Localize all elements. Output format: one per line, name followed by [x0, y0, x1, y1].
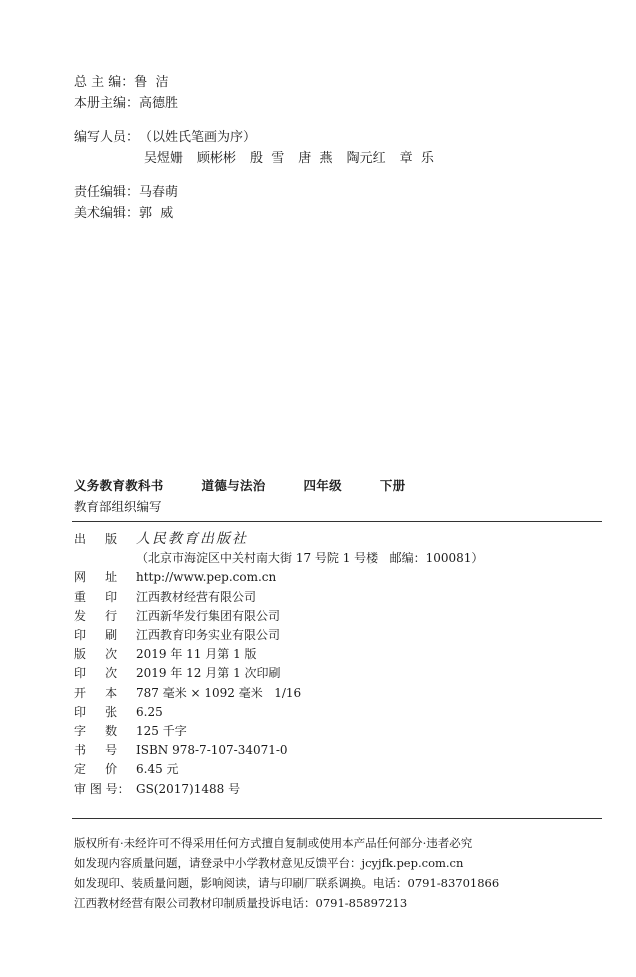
- info-value: 6.25: [136, 704, 163, 719]
- info-row: [74, 645, 483, 664]
- info-value: 2019 年 11 月第 1 版: [136, 647, 257, 662]
- info-key: 印 刷: [74, 628, 118, 643]
- info-key: 版 次: [74, 647, 118, 662]
- book-title: 义务教育教科书 道德与法治 四年级 下册: [74, 478, 406, 493]
- art-editor-name: 郭 威: [139, 206, 174, 221]
- info-key: 定 价: [74, 762, 118, 777]
- info-key: 审 图 号：: [74, 781, 130, 796]
- info-key: 书 号: [74, 743, 118, 758]
- volume-editor-name: 高德胜: [139, 96, 179, 111]
- info-key: 网 址: [74, 570, 118, 585]
- info-value: 6.45 元: [136, 762, 179, 777]
- info-value: 125 千字: [136, 724, 187, 739]
- info-key: 开 本: [74, 685, 118, 700]
- writer-name: 唐 燕: [298, 151, 333, 166]
- info-key: 字 数: [74, 724, 118, 739]
- divider-top: [72, 521, 602, 522]
- footer-notices: [74, 833, 499, 913]
- publisher-row: [74, 530, 483, 549]
- info-value: ISBN 978-7-107-34071-0: [136, 743, 288, 758]
- info-row: [74, 684, 483, 703]
- writers-list: [74, 148, 434, 169]
- publication-info: [74, 530, 483, 799]
- writer-name: 陶元红: [346, 151, 386, 166]
- info-value: GS(2017)1488 号: [136, 781, 241, 796]
- info-row: [74, 760, 483, 779]
- info-value: 787 毫米 × 1092 毫米 1/16: [136, 685, 302, 700]
- info-row: [74, 588, 483, 607]
- info-row: [74, 703, 483, 722]
- credits-block: [74, 72, 434, 224]
- publisher-label: 出 版: [74, 532, 118, 546]
- print-quality-notice: 如发现印、装质量问题，影响阅读，请与印刷厂联系调换。电话：0791-83701866: [74, 876, 500, 890]
- chief-editor-name: 鲁 洁: [134, 75, 169, 90]
- divider-bottom: [72, 818, 602, 819]
- responsible-editor-label: 责任编辑：: [74, 185, 140, 200]
- compiler-line: 教育部组织编写: [74, 499, 162, 514]
- responsible-editor-name: 马春萌: [139, 185, 179, 200]
- responsible-editor-row: [74, 182, 434, 203]
- publisher-logo: 人民教育出版社: [136, 531, 248, 547]
- writer-name: 章 乐: [399, 151, 434, 166]
- info-value: http://www.pep.com.cn: [136, 570, 277, 585]
- publisher-address: （北京市海淀区中关村南大街 17 号院 1 号楼 邮编：100081）: [136, 551, 484, 566]
- volume-editor-row: [74, 93, 434, 114]
- info-row: [74, 780, 483, 799]
- info-key: 重 印: [74, 589, 118, 604]
- info-row: [74, 741, 483, 760]
- chief-editor-row: [74, 72, 434, 93]
- art-editor-row: [74, 203, 434, 224]
- volume-editor-label: 本册主编：: [74, 96, 140, 111]
- art-editor-label: 美术编辑：: [74, 206, 140, 221]
- info-value: 江西教育印务实业有限公司: [136, 628, 281, 643]
- info-key: 发 行: [74, 608, 118, 623]
- writer-name: 殷 雪: [250, 151, 285, 166]
- copyright-notice: 版权所有·未经许可不得采用任何方式擅自复制或使用本产品任何部分·违者必究: [74, 836, 473, 850]
- writer-name: 顾彬彬: [197, 151, 237, 166]
- chief-editor-label: 总 主 编：: [74, 75, 135, 90]
- writers-row: [74, 127, 434, 148]
- info-row: [74, 568, 483, 587]
- info-value: 2019 年 12 月第 1 次印刷: [136, 666, 281, 681]
- writers-note: （以姓氏笔画为序）: [139, 130, 257, 145]
- address-row: [74, 549, 483, 568]
- complaint-phone-notice: 江西教材经营有限公司教材印制质量投诉电话：0791-85897213: [74, 896, 408, 910]
- writers-label: 编写人员：: [74, 130, 140, 145]
- info-key: 印 次: [74, 666, 118, 681]
- info-value: 江西新华发行集团有限公司: [136, 608, 281, 623]
- info-row: [74, 664, 483, 683]
- info-row: [74, 722, 483, 741]
- info-row: [74, 607, 483, 626]
- content-feedback-notice: 如发现内容质量问题，请登录中小学教材意见反馈平台：jcyjfk.pep.com.cn: [74, 856, 464, 870]
- info-key: 印 张: [74, 704, 118, 719]
- info-value: 江西教材经营有限公司: [136, 589, 257, 604]
- writer-name: 吴煜姗: [144, 151, 184, 166]
- info-row: [74, 626, 483, 645]
